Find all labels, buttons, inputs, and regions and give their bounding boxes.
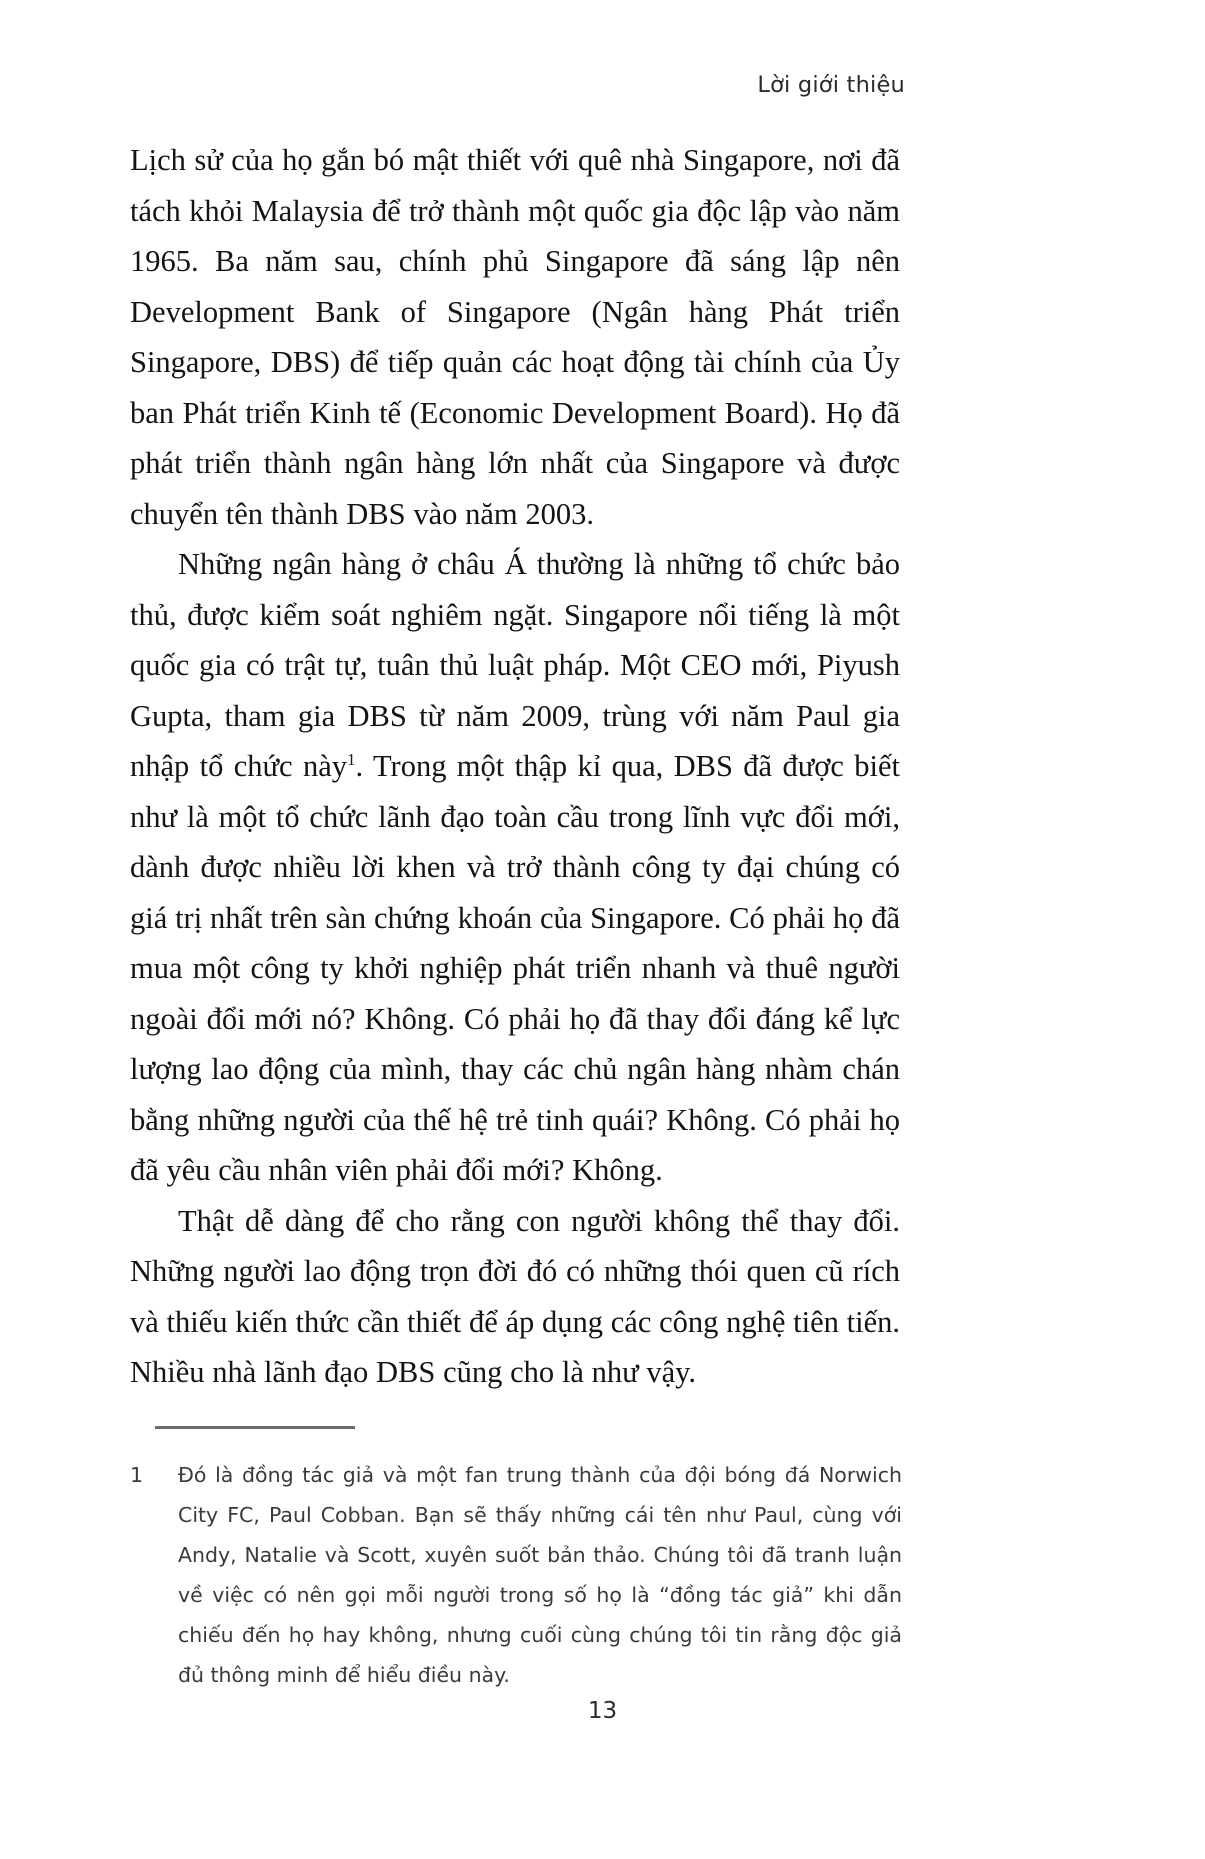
- paragraph-2: [130, 539, 900, 1196]
- footnote-number: 1: [130, 1463, 144, 1487]
- running-head: Lời giới thiệu: [757, 72, 905, 98]
- paragraph-1: Lịch sử của họ gắn bó mật thiết với quê nhà Singapore, nơi đã tách khỏi Malaysia để trở thành một quốc gia độc lập vào năm 1965. Ba năm sau, chính phủ Singapore đã sáng lập nên Development Bank of Singapore (Ngân hàng Phát triển Singapore, DBS) để tiếp quản các hoạt động tài chính của Ủy ban Phát triển Kinh tế (Economic Development Board). Họ đã phát triển thành ngân hàng lớn nhất của Singapore và được chuyển tên thành DBS vào năm 2003.: [130, 143, 900, 531]
- paragraph-2-lead: Những ngân hàng ở châu Á thường là những tổ chức bảo thủ, được kiểm soát nghiêm ngặt. Singapore nổi tiếng là một quốc gia có trật tự, tuân thủ luật pháp. Một CEO mới, Piyush Gupta, tham gia DBS từ năm 2009, trùng với năm Paul gia nhập tổ chức này: [130, 547, 900, 783]
- footnote-body: Đó là đồng tác giả và một fan trung thành của đội bóng đá Norwich City FC, Paul Cobban. Bạn sẽ thấy những cái tên như Paul, cùng với Andy, Natalie và Scott, xuyên suốt bản thảo. Chúng tôi đã tranh luận về việc có nên gọi mỗi người trong số họ là “đồng tác giả” khi dẫn chiếu đến họ hay không, nhưng cuối cùng chúng tôi tin rằng độc giả đủ thông minh để hiểu điều này.: [178, 1463, 902, 1687]
- footnote-block: [130, 1455, 902, 1695]
- footnote-reference-marker[interactable]: 1: [347, 749, 356, 769]
- body-text-block: [130, 135, 900, 1398]
- paragraph-3: Thật dễ dàng để cho rằng con người không thể thay đổi. Những người lao động trọn đời đó có những thói quen cũ rích và thiếu kiến thức cần thiết để áp dụng các công nghệ tiên tiến. Nhiều nhà lãnh đạo DBS cũng cho là như vậy.: [130, 1203, 900, 1389]
- page-number: 13: [587, 1698, 618, 1724]
- footnote-separator-rule: [155, 1426, 355, 1429]
- paragraph-2-rest: . Trong một thập kỉ qua, DBS đã được biết như là một tổ chức lãnh đạo toàn cầu trong lĩnh vực đổi mới, dành được nhiều lời khen và trở thành công ty đại chúng có giá trị nhất trên sàn chứng khoán của Singapore. Có phải họ đã mua một công ty khởi nghiệp phát triển nhanh và thuê người ngoài đổi mới nó? Không. Có phải họ đã thay đổi đáng kể lực lượng lao động của mình, thay các chủ ngân hàng nhàm chán bằng những người của thế hệ trẻ tinh quái? Không. Có phải họ đã yêu cầu nhân viên phải đổi mới? Không.: [130, 749, 900, 1187]
